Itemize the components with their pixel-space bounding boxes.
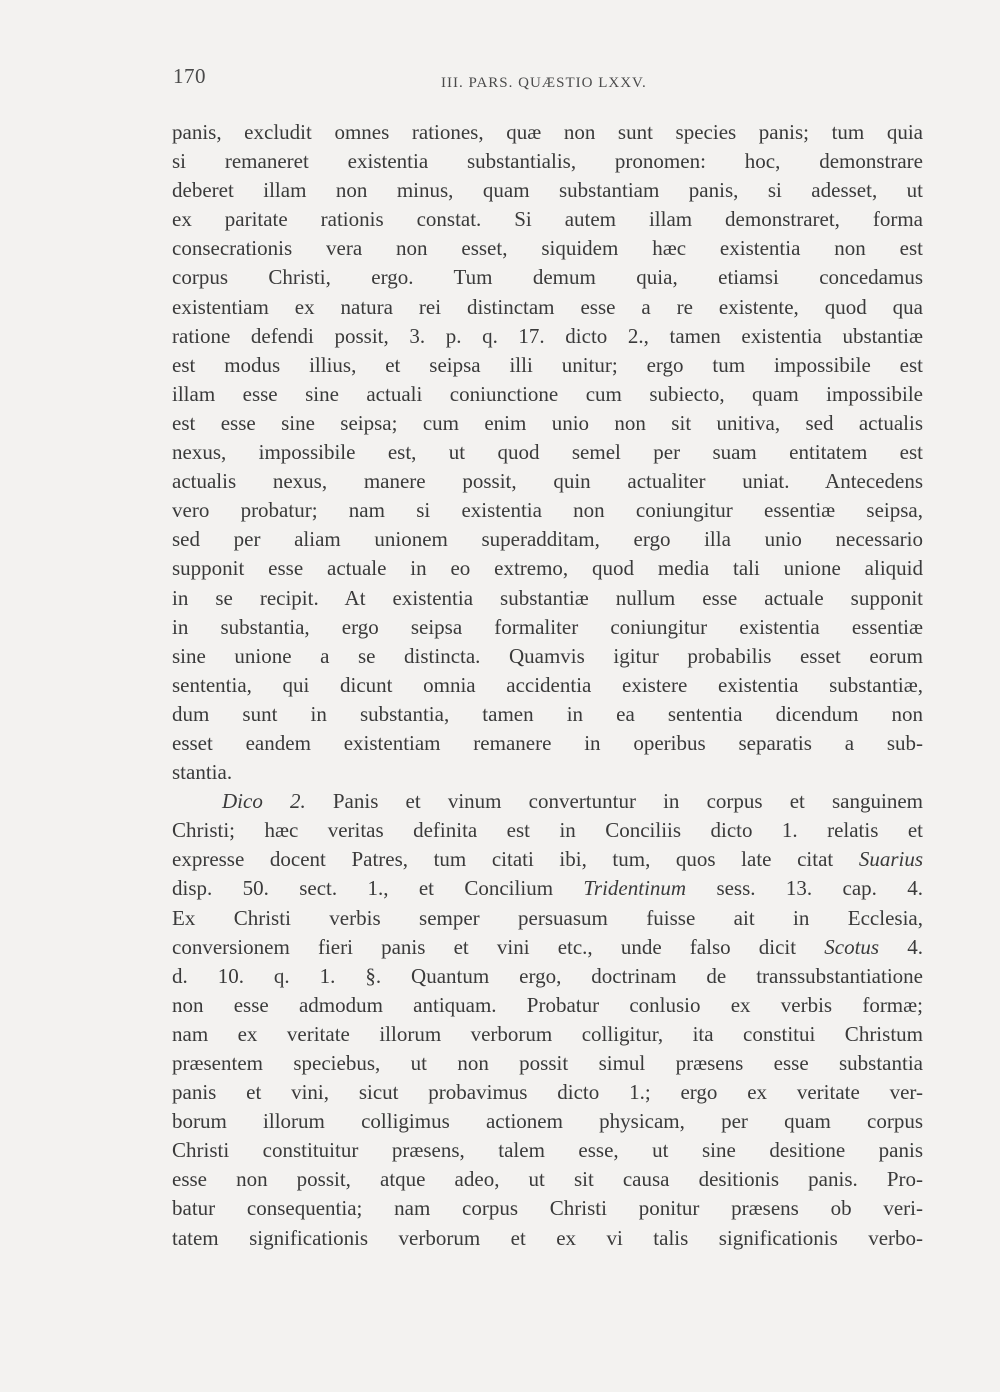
text-segment: expresse docent Patres, tum citati ibi, tum, quos late citat [172,847,859,872]
running-head: III. PARS. QUÆSTIO LXXV. [441,75,647,91]
text-line: borum illorum colligimus actionem physicam, per quam corpus [172,1109,923,1134]
text-line: est esse sine seipsa; cum enim unio non sit unitiva, sed actualis [172,410,923,435]
body-text [172,118,923,1253]
text-segment: disp. 50. sect. 1., et Concilium [172,876,584,901]
text-line: esset eandem existentiam remanere in operibus separatis a sub- [172,730,923,755]
text-line: actualis nexus, manere possit, quin actualiter uniat. Antecedens [172,469,923,494]
text-line: tatem significationis verborum et ex vi talis significationis verbo- [172,1225,923,1250]
text-segment: conversionem fieri panis et vini etc., unde falso dicit [172,934,825,959]
italic-name: Scotus [824,934,880,959]
text-line: in substantia, ergo seipsa formaliter coniungitur existentia essentiæ [172,614,923,639]
text-line: esse non possit, atque adeo, ut sit causa desitionis panis. Pro- [172,1167,923,1192]
text-line: Christi; hæc veritas definita est in Conciliis dicto 1. relatis et [172,818,923,843]
italic-name: Suarius [858,847,923,872]
text-line: batur consequentia; nam corpus Christi ponitur præsens ob veri- [172,1196,923,1221]
text-line: sententia, qui dicunt omnia accidentia existere existentia substantiæ, [172,672,923,697]
text-line: Christi constituitur præsens, talem esse, ut sine desitione panis [172,1138,923,1163]
text-line: est modus illius, et seipsa illi unitur; ergo tum impossibile est [172,352,923,377]
text-line: dum sunt in substantia, tamen in ea sententia dicendum non [172,701,923,726]
italic-name: Tridentinum [583,876,687,901]
text-line: illam esse sine actuali coniunctione cum subiecto, quam impossibile [172,381,923,406]
text-line: panis et vini, sicut probavimus dicto 1.; ergo ex veritate ver- [172,1080,923,1105]
text-line: supponit esse actuale in eo extremo, quod media tali unione aliquid [172,556,923,581]
text-line: præsentem speciebus, ut non possit simul præsens esse substantia [172,1051,923,1075]
text-line: nexus, impossibile est, ut quod semel per suam entitatem est [172,440,923,465]
italic-lead: Dico 2. [222,789,306,814]
text-line: vero probatur; nam si existentia non coniungitur essentiæ seipsa, [172,498,923,523]
text-line [172,933,923,962]
text-line: stantia. [172,760,233,785]
text-line: nam ex veritate illorum verborum colligitur, ita constitui Christum [172,1021,923,1046]
text-line: corpus Christi, ergo. Tum demum quia, etiamsi concedamus [172,265,923,290]
text-line: non esse admodum antiquam. Probatur conlusio ex verbis formæ; [172,992,923,1017]
text-line [172,845,923,874]
text-line: consecrationis vera non esset, siquidem hæc existentia non est [172,236,923,261]
page-number: 170 [173,64,206,88]
text-line: deberet illam non minus, quam substantiam panis, si adesset, ut [172,178,923,203]
text-line: sine unione a se distincta. Quamvis igitur probabilis esset eorum [172,643,923,668]
text-segment: 4. [879,934,923,959]
text-line: ex paritate rationis constat. Si autem illam demonstraret, forma [172,207,923,232]
text-segment: Panis et vinum convertuntur in corpus et sanguinem [305,789,923,814]
text-line: in se recipit. At existentia substantiæ nullum esse actuale supponit [172,585,923,610]
text-line: si remaneret existentia substantialis, pronomen: hoc, demonstrare [172,149,923,174]
text-line: d. 10. q. 1. §. Quantum ergo, doctrinam de transsubstantiatione [172,963,923,988]
text-line [172,787,923,816]
text-line: ratione defendi possit, 3. p. q. 17. dicto 2., tamen existentia ubstantiæ [172,323,923,348]
text-line [172,874,923,903]
text-segment: sess. 13. cap. 4. [686,876,923,901]
text-line: existentiam ex natura rei distinctam esse a re existente, quod qua [172,294,923,319]
text-line: sed per aliam unionem superadditam, ergo illa unio necessario [172,527,923,552]
text-line: Ex Christi verbis semper persuasum fuisse ait in Ecclesia, [172,905,923,930]
text-line: panis, excludit omnes rationes, quæ non sunt species panis; tum quia [172,120,923,144]
